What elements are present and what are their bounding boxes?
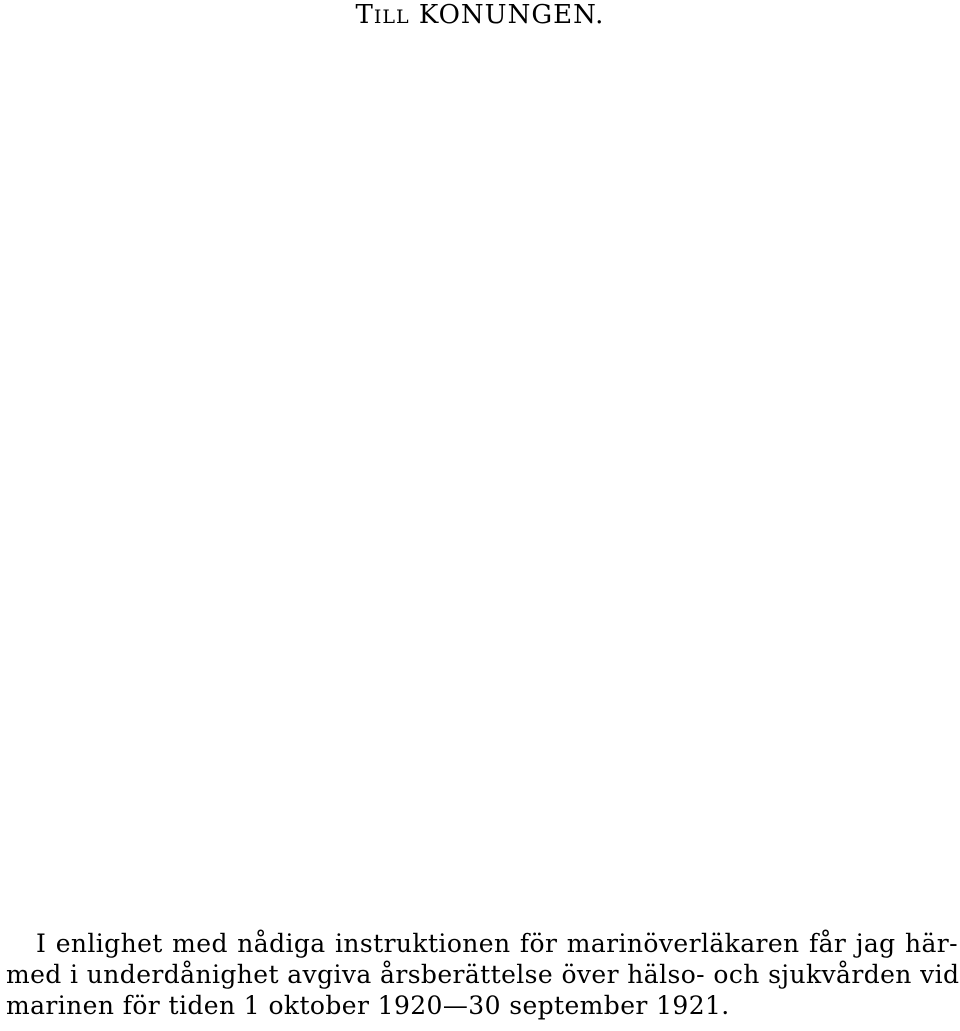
heading-konungen: KONUNGEN. — [418, 0, 605, 30]
page-heading — [0, 0, 960, 32]
paragraph-line-3: marinen för tiden 1 oktober 1920—30 september 1921. — [6, 991, 730, 1020]
body-paragraph — [6, 928, 958, 1021]
heading-till-initial: T — [355, 0, 374, 30]
paragraph-line-2: med i underdånighet avgiva årsberättelse över hälso- och sjukvården vid — [6, 960, 960, 989]
paragraph-line-1: I enlighet med nådiga instruktionen för marinöverläkaren får jag här- — [36, 929, 958, 958]
heading-till-rest: ILL — [373, 6, 410, 28]
